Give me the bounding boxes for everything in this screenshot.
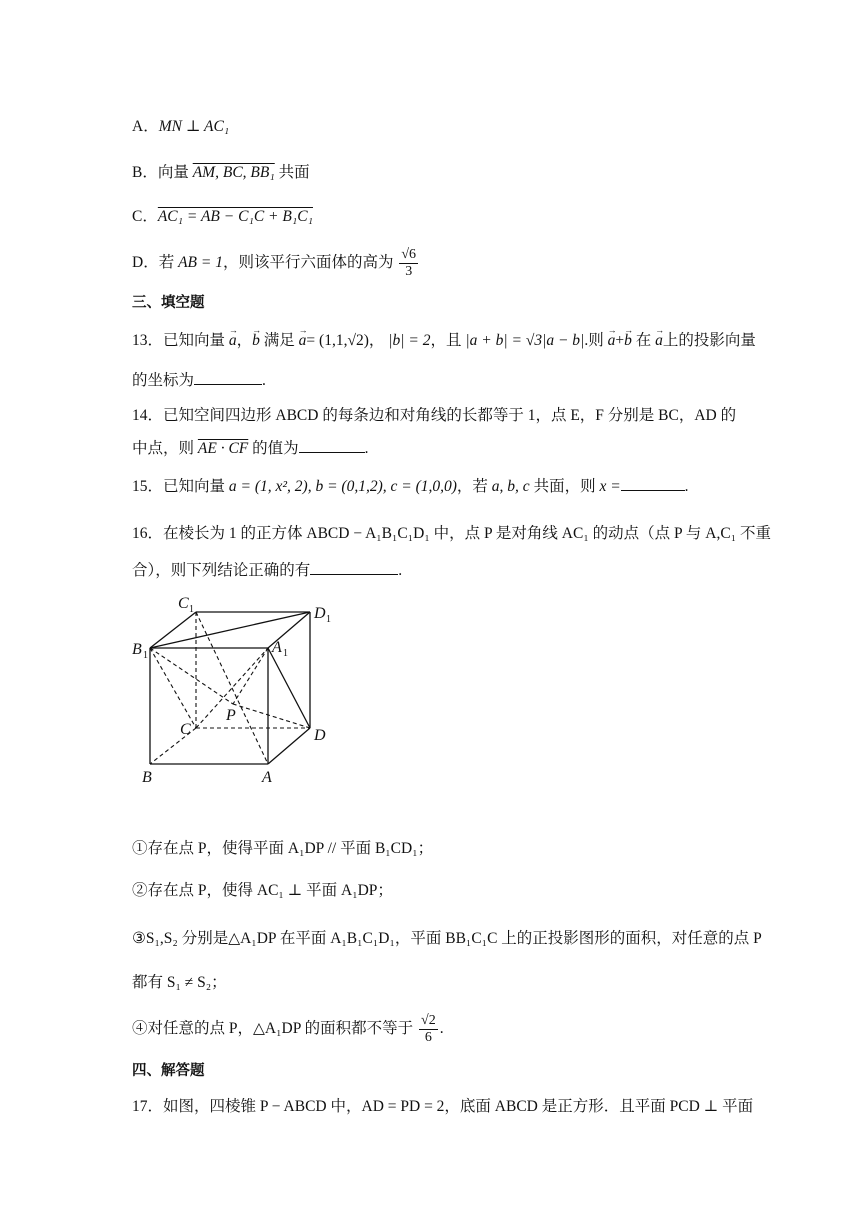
question-16-line2: 合），则下列结论正确的有 .	[132, 562, 403, 579]
option-d: D．若 AB = 1，则该平行六面体的高为 $\frac{√6}{3}$	[132, 247, 417, 279]
question-16-line1: 16．在棱长为 1 的正方体 ABCD − A₁B₁C₁D₁ 中，点 P 是对角线 AC₁ 的动点（点 P 与 A,C₁ 不重	[132, 525, 771, 542]
answer-blank-14[interactable]	[299, 438, 365, 453]
option-a-expr: MN ⊥ AC₁	[158, 118, 230, 135]
question-17-line1: 17．如图，四棱锥 P − ABCD 中，AD = PD = 2，底面 ABCD 是正方形．且平面 PCD ⊥ 平面	[132, 1098, 754, 1115]
svg-text:1: 1	[143, 650, 148, 661]
cube-figure	[128, 592, 348, 797]
question-14-line1: 14．已知空间四边形 ABCD 的每条边和对角线的长都等于 1，点 E，F 分别是 BC，AD 的	[132, 407, 737, 424]
cube-diagram	[128, 592, 348, 792]
answer-blank-13[interactable]	[194, 370, 262, 385]
statement-1: ①存在点 P，使得平面 A₁DP // 平面 B₁CD₁；	[132, 840, 434, 857]
statement-4-fraction: $\frac{√2}{6}$	[421, 1013, 436, 1045]
option-d-fraction: $\frac{√6}{3}$	[401, 247, 417, 279]
label-c: C	[180, 721, 191, 738]
option-c: C．AC₁ = AB − C₁C + B₁C₁	[132, 208, 313, 225]
label-d: D	[314, 727, 326, 744]
question-13-line1: 13．已知向量 → a，→ b 满足 → a= (1,1,√2)， |b| = 2，且 |a + b| = √3|a − b|.则 → a+→ b 在 → a上的投影向量	[132, 330, 756, 352]
label-p: P	[226, 707, 236, 724]
question-15: 15．已知向量 a = (1, x², 2), b = (0,1,2), c = (1,0,0)，若 a, b, c 共面，则 x = .	[132, 478, 689, 495]
svg-text:1: 1	[326, 614, 331, 625]
statement-3-line1: ③S₁,S₂ 分别是△A₁DP 在平面 A₁B₁C₁D₁，平面 BB₁C₁C 上的正投影图形的面积，对任意的点 P	[132, 930, 762, 947]
section-answer-title: 四、解答题	[132, 1063, 205, 1079]
statement-3-line2: 都有 S₁ ≠ S₂；	[132, 974, 227, 991]
label-d1: D	[314, 605, 326, 622]
question-14-line2: 中点，则 AE · CF 的值为 .	[132, 440, 369, 457]
label-a1: A	[272, 639, 282, 656]
option-b: B．向量 AM, BC, BB₁ 共面	[132, 164, 310, 181]
statement-2: ②存在点 P，使得 AC₁ ⊥ 平面 A₁DP；	[132, 882, 393, 899]
label-b: B	[142, 769, 152, 786]
section-fill-in-title: 三、填空题	[132, 295, 205, 311]
label-c1: C	[178, 595, 189, 612]
label-a: A	[262, 769, 272, 786]
option-a: A．MN ⊥ AC₁	[132, 118, 230, 135]
option-b-vectors: AM, BC, BB₁	[192, 164, 275, 181]
option-c-expr: AC₁ = AB − C₁C + B₁C₁	[157, 208, 313, 225]
label-b1: B	[132, 641, 142, 658]
answer-blank-16[interactable]	[310, 560, 398, 575]
answer-blank-15[interactable]	[621, 476, 685, 491]
question-13-line2: 的坐标为 .	[132, 372, 266, 389]
svg-text:1: 1	[283, 648, 288, 659]
svg-text:1: 1	[189, 604, 194, 615]
statement-4: ④对任意的点 P，△A₁DP 的面积都不等于 $\frac{√2}{6}$ .	[132, 1013, 444, 1045]
